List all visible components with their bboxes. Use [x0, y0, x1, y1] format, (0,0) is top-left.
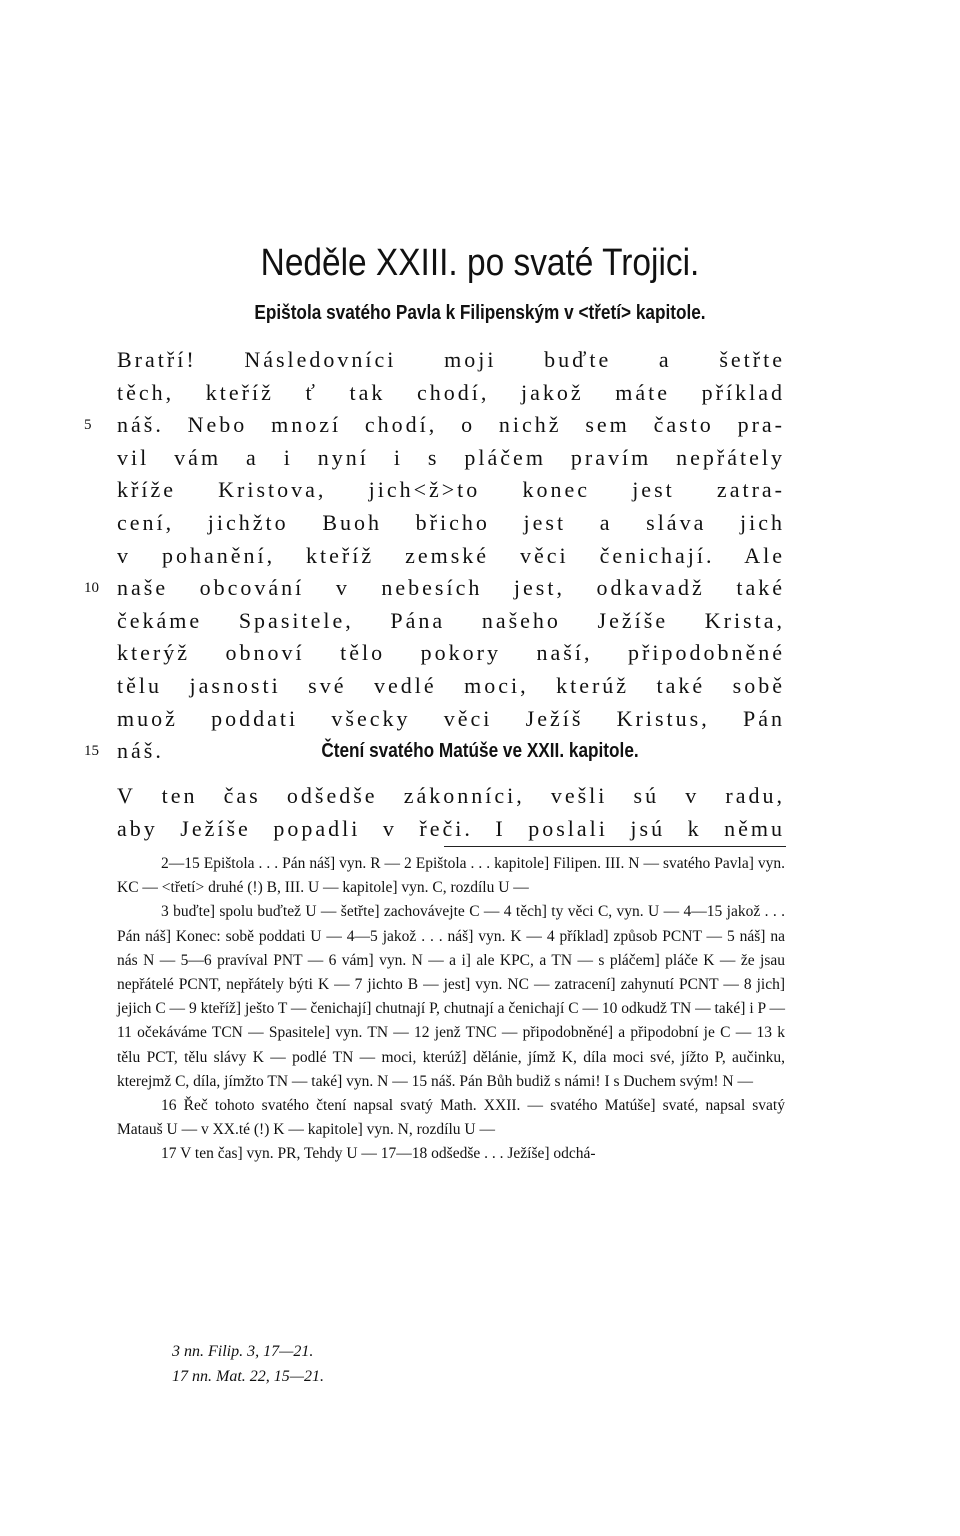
source-reference: 3 nn. Filip. 3, 17—21. — [172, 1343, 314, 1360]
source-reference: 17 nn. Mat. 22, 15—21. — [172, 1368, 324, 1385]
critical-apparatus — [117, 852, 785, 1167]
footnote-rule — [444, 846, 786, 847]
text-line: cení, jichžto Buoh břicho jest a sláva jich — [117, 510, 785, 535]
line-number: 15 — [84, 743, 99, 760]
apparatus-note: 3 buďte] spolu buďtež U — šetřte] zachovávejte C — 4 těch] ty věci C, vyn. U — 4—15 jakož . . . Pán náš] Konec: sobě poddati U — 4—5 jakož . . . náš] vyn. K — 4 příklad] způsob PCNT — 5 náš] na nás N — 5—6 pravíval PNT — 6 vám] vyn. N — a i] ale KPC, a TN — s pláčem] pláče K — že jsau nepřátelé PCNT, nepřátely býti K — 7 jichto B — jest] vyn. NC — zatracení] zahynutí PCNT — 8 jich] jejich C — 9 kteříž] ješto T — čenichají] chutnají P, chutnají a čenichají C — 10 odkudž TN — také] i P — 11 očekáváme TCN — Spasitele] vyn. TN — 12 jenž TNC — připodobněné] a připodobní je C — 13 k tělu PCT, tělu slávy K — podlé TN — moci, kterúž] dělánie, jímž K, díla moci své, jížto P, aučinku, kterejmž C, díla, jímžto TN — také] vyn. N — 15 náš. Pán Bůh budiž s námi! I s Duchem svým! N — — [117, 903, 785, 1090]
text-line: v pohanění, kteříž zemské věci čenichají. Ale — [117, 542, 785, 568]
text-line: V ten čas odšedše zákonníci, vešli sú v radu, — [117, 783, 785, 808]
text-line: náš. Nebo mnozí chodí, o nichž sem často pra- — [117, 412, 785, 438]
apparatus-note: 2—15 Epištola . . . Pán náš] vyn. R — 2 Epištola . . . kapitole] Filipen. III. N — svatého Pavla] vyn. KC — <třetí> druhé (!) B, III. U — kapitole] vyn. C, rozdílu U — — [117, 855, 785, 897]
text-line: naše obcování v nebesích jest, odkavadž také — [117, 575, 785, 601]
text-line: kříže Kristova, jich<ž>to konec jest zatra- — [117, 477, 785, 503]
gospel-heading: Čtení svatého Matúše ve XXII. kapitole. — [321, 740, 639, 762]
page-title: Neděle XXIII. po svaté Trojici. — [260, 242, 700, 284]
text-line: muož poddati všecky věci Ježíš Kristus, Pán — [117, 705, 785, 731]
apparatus-note: 17 V ten čas] vyn. PR, Tehdy U — 17—18 odšedše . . . Ježíše] odchá- — [161, 1145, 596, 1163]
text-line: kterýž obnoví tělo pokory naší, připodobněné — [117, 640, 785, 666]
source-references — [172, 1339, 324, 1389]
text-line: těch, kteříž ť tak chodí, jakož máte příklad — [117, 379, 785, 405]
text-line: vil vám a i nyní i s pláčem pravím nepřátely — [117, 444, 785, 470]
text-line: aby Ježíše popadli v řeči. I poslali jsú k němu — [117, 815, 785, 841]
text-line: náš. — [117, 738, 164, 764]
line-number: 5 — [84, 417, 92, 434]
line-number: 10 — [84, 580, 99, 597]
text-line: tělu jasnosti své vedlé moci, kterúž také sobě — [117, 673, 785, 698]
text-line: čekáme Spasitele, Pána našeho Ježíše Krista, — [117, 607, 785, 633]
epistle-heading: Epištola svatého Pavla k Filipenským v <třetí> kapitole. — [254, 302, 706, 324]
text-line: Bratří! Následovníci moji buďte a šetřte — [117, 347, 785, 372]
apparatus-note: 16 Řeč tohoto svatého čtení napsal svatý Math. XXII. — svatého Matúše] svaté, napsal svatý Matauš U — v XX.té (!) K — kapitole] vyn. N, rozdílu U — — [117, 1097, 785, 1139]
